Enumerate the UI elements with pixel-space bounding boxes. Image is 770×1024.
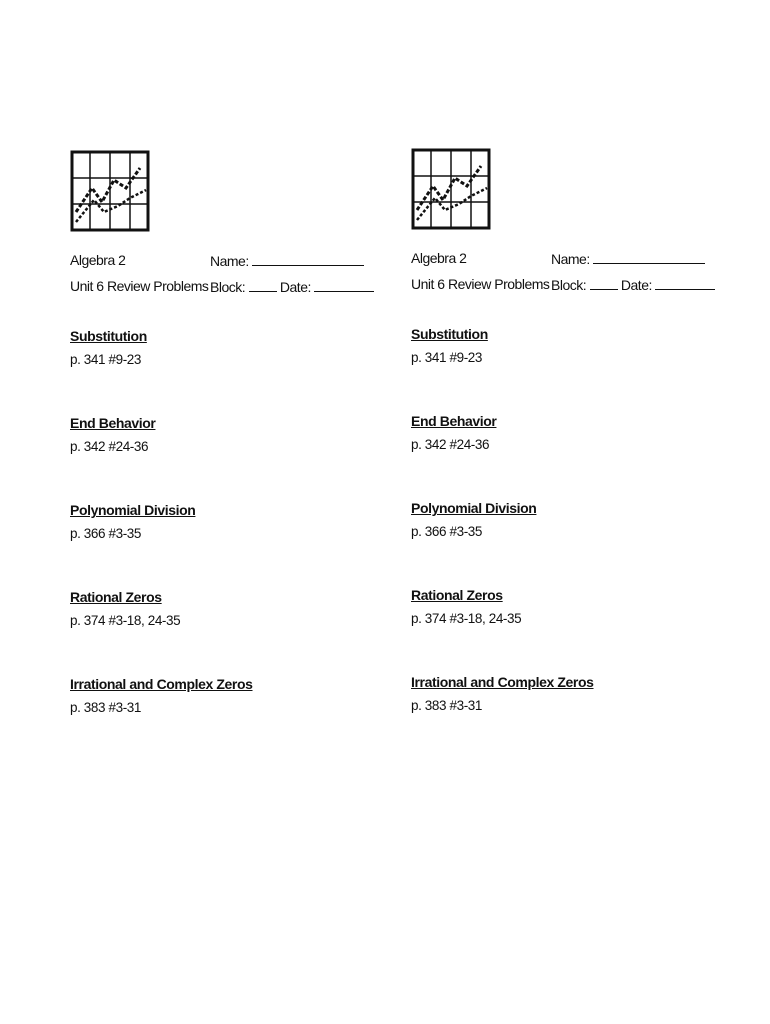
section-title: Rational Zeros (70, 589, 162, 605)
section-ref: p. 374 #3-18, 24-35 (411, 611, 522, 626)
section-ref: p. 383 #3-31 (411, 698, 483, 713)
section-ref: p. 341 #9-23 (70, 352, 142, 367)
name-blank (252, 252, 364, 266)
section-ref: p. 366 #3-35 (411, 524, 483, 539)
unit-label: Unit 6 Review Problems (70, 278, 209, 294)
section-irrational-complex-zeros (411, 674, 731, 713)
block-date-field (210, 278, 374, 295)
section-ref: p. 383 #3-31 (70, 700, 142, 715)
section-title: End Behavior (70, 415, 156, 431)
date-blank (314, 278, 374, 292)
section-irrational-complex-zeros (70, 676, 390, 715)
section-ref: p. 342 #24-36 (411, 437, 490, 452)
section-end-behavior (411, 413, 731, 452)
section-title: End Behavior (411, 413, 497, 429)
section-title: Substitution (70, 328, 147, 344)
date-blank (655, 276, 715, 290)
worksheet-header (411, 250, 731, 310)
section-ref: p. 366 #3-35 (70, 526, 142, 541)
name-label: Name: (551, 251, 590, 267)
section-ref: p. 341 #9-23 (411, 350, 483, 365)
block-blank (590, 276, 618, 290)
section-substitution (70, 328, 390, 367)
name-field (210, 252, 364, 269)
block-date-field (551, 276, 715, 293)
worksheet-copy-left (70, 150, 390, 715)
review-sections (411, 326, 731, 713)
date-label: Date: (620, 277, 652, 293)
worksheet-header (70, 252, 390, 312)
name-blank (593, 250, 705, 264)
date-label: Date: (279, 279, 311, 295)
section-title: Rational Zeros (411, 587, 503, 603)
review-sections (70, 328, 390, 715)
section-polynomial-division (411, 500, 731, 539)
course-label: Algebra 2 (411, 250, 467, 266)
course-label: Algebra 2 (70, 252, 126, 268)
block-label: Block: (551, 277, 587, 293)
block-label: Block: (210, 279, 246, 295)
section-polynomial-division (70, 502, 390, 541)
line-graph-icon (70, 150, 150, 232)
name-field (551, 250, 705, 267)
worksheet-copy-right (411, 148, 731, 713)
section-title: Irrational and Complex Zeros (411, 674, 594, 690)
section-substitution (411, 326, 731, 365)
section-rational-zeros (70, 589, 390, 628)
unit-label: Unit 6 Review Problems (411, 276, 550, 292)
section-title: Polynomial Division (411, 500, 537, 516)
section-rational-zeros (411, 587, 731, 626)
section-end-behavior (70, 415, 390, 454)
block-blank (249, 278, 277, 292)
section-title: Polynomial Division (70, 502, 196, 518)
section-title: Irrational and Complex Zeros (70, 676, 253, 692)
section-title: Substitution (411, 326, 488, 342)
section-ref: p. 342 #24-36 (70, 439, 149, 454)
name-label: Name: (210, 253, 249, 269)
section-ref: p. 374 #3-18, 24-35 (70, 613, 181, 628)
line-graph-icon (411, 148, 491, 230)
